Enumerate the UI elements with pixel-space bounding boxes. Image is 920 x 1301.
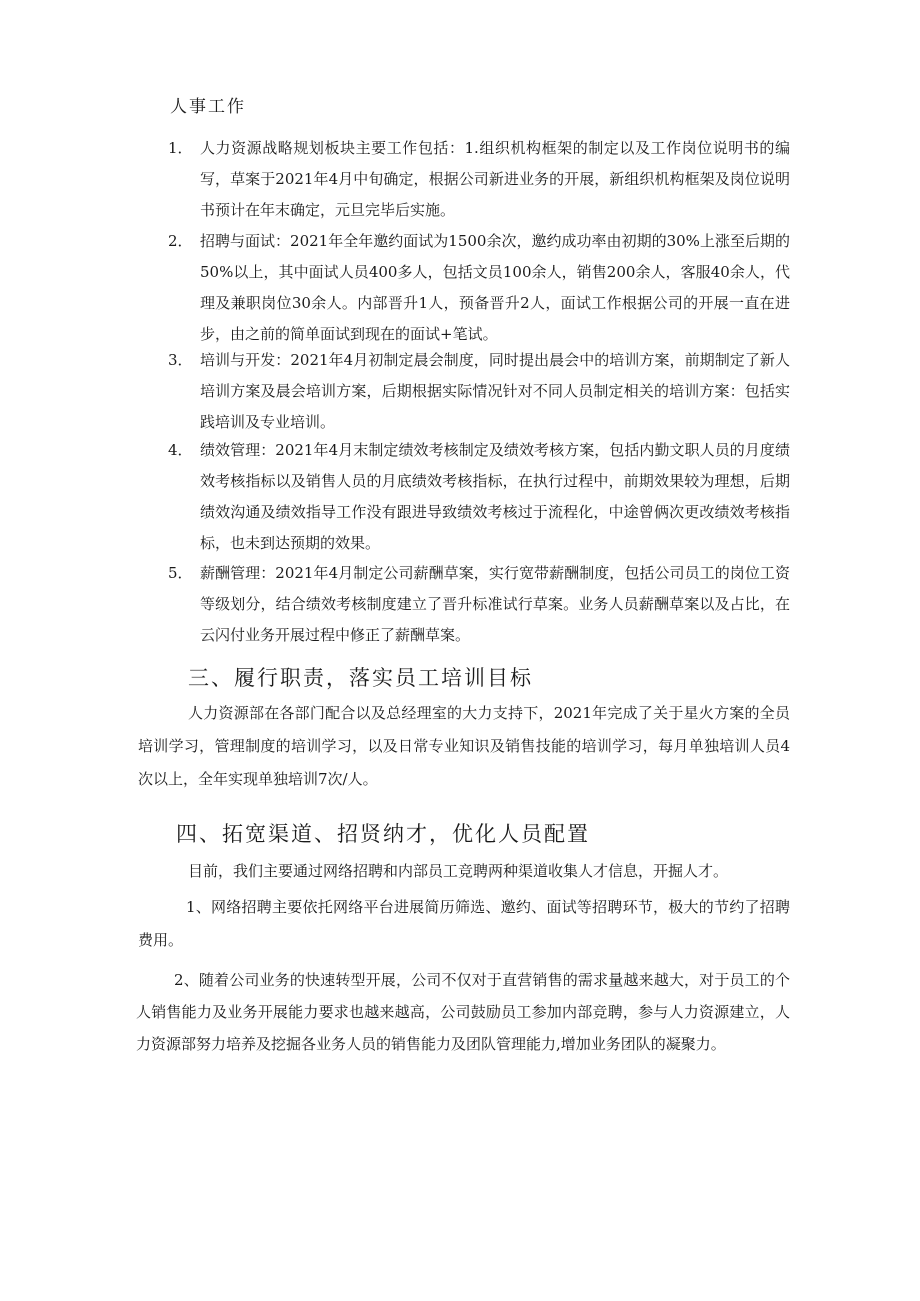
list-item-3 [168,345,790,438]
list-text: 薪酬管理：2021年4月制定公司薪酬草案，实行宽带薪酬制度，包括公司员工的岗位工资等级划分，结合绩效考核制度建立了晋升标准试行草案。业务人员薪酬草案以及占比，在云闪付业务开展过程中修正了薪酬草案。 [200,564,790,644]
section-title-4: 四、拓宽渠道、招贤纳才，优化人员配置 [176,822,590,846]
section-title-3: 三、履行职责，落实员工培训目标 [188,666,533,690]
section4-point-2: 2、随着公司业务的快速转型开展，公司不仅对于直营销售的需求量越来越大，对于员工的个人销售能力及业务开展能力要求也越来越高，公司鼓励员工参加内部竞聘，参与人力资源建立，人力资源部努力培养及挖掘各业务人员的销售能力及团队管理能力,增加业务团队的凝聚力。 [136,971,790,1053]
section4-intro-paragraph: 目前，我们主要通过网络招聘和内部员工竞聘两种渠道收集人才信息，开掘人才。 [188,862,729,880]
list-text: 培训与开发：2021年4月初制定晨会制度，同时提出晨会中的培训方案，前期制定了新人培训方案及晨会培训方案，后期根据实际情况针对不同人员制定相关的培训方案：包括实践培训及专业培训。 [200,351,790,431]
list-number: 1． [168,139,193,157]
section-heading-hr-work: 人事工作 [170,97,246,117]
section4-point-1: 1、网络招聘主要依托网络平台进展简历筛选、邀约、面试等招聘环节，极大的节约了招聘费用。 [138,898,790,949]
list-item-2 [168,226,790,350]
list-number: 2． [168,232,193,250]
list-item-1 [168,133,790,226]
list-number: 4． [168,441,193,459]
list-text: 人力资源战略规划板块主要工作包括：1.组织机构框架的制定以及工作岗位说明书的编写，草案于2021年4月中旬确定，根据公司新进业务的开展，新组织机构框架及岗位说明书预计在年末确定，元旦完毕后实施。 [200,139,790,219]
list-number: 5． [168,564,193,582]
list-text: 绩效管理：2021年4月末制定绩效考核制定及绩效考核方案，包括内勤文职人员的月度绩效考核指标以及销售人员的月底绩效考核指标，在执行过程中，前期效果较为理想，后期绩效沟通及绩效指导工作没有跟进导致绩效考核过于流程化，中途曾俩次更改绩效考核指标，也未到达预期的效果。 [200,441,790,552]
list-number: 3． [168,351,193,369]
list-item-5 [168,558,790,651]
section3-paragraph: 人力资源部在各部门配合以及总经理室的大力支持下，2021年完成了关于星火方案的全员培训学习，管理制度的培训学习，以及日常专业知识及销售技能的培训学习，每月单独培训人员4次以上，全年实现单独培训7次/人。 [138,704,790,788]
list-item-4 [168,435,790,559]
list-text: 招聘与面试：2021年全年邀约面试为1500余次，邀约成功率由初期的30%上涨至后期的50%以上，其中面试人员400多人，包括文员100余人，销售200余人，客服40余人，代理及兼职岗位30余人。内部晋升1人，预备晋升2人，面试工作根据公司的开展一直在进步，由之前的简单面试到现在的面试+笔试。 [200,232,790,343]
